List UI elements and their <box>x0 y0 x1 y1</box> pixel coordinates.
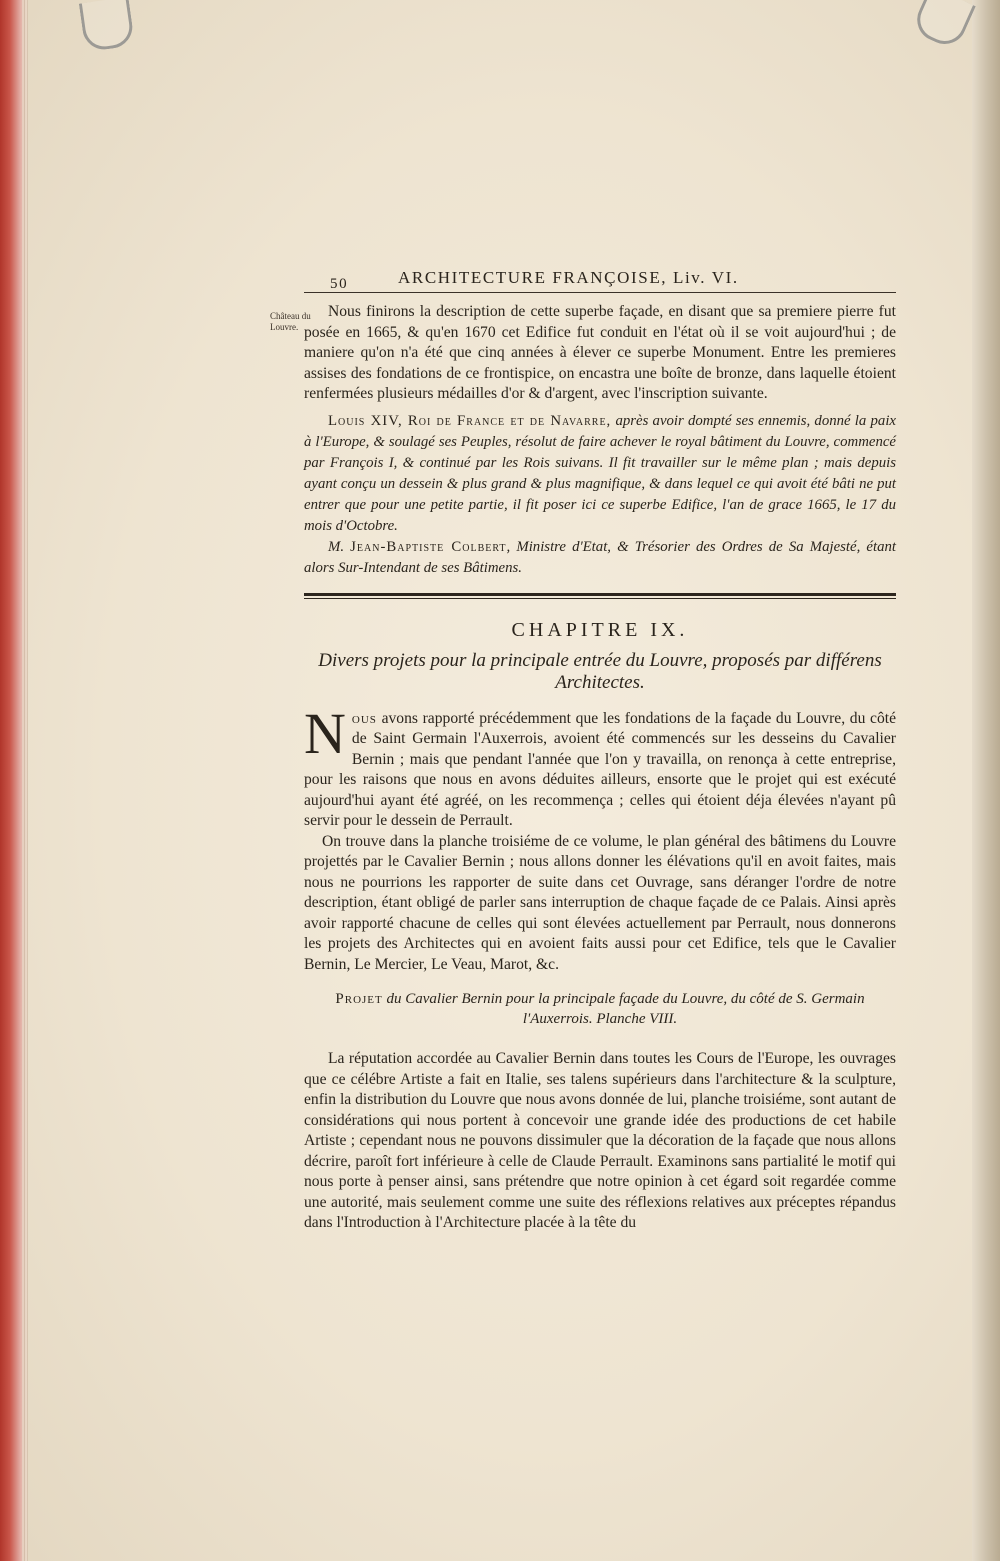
chapter-title: CHAPITRE IX. <box>511 618 689 641</box>
drop-cap: N <box>304 700 346 766</box>
inscription-text: après avoir dompté ses ennemis, donné la paix à l'Europe, & soulagé ses Peuples, résolut de faire achever le royal bâtiment du Louvre, commencé par François I, & continué par les Rois suivans. Il fit travailler sur le même plan ; mais depuis ayant conçu un dessein & plus grand & plus magnifique, & dans lequel ce qui avoit été bâti ne put entrer que pour une petite partie, il fit poser ici ce superbe Edifice, l'an de grace 1665, le 17 du mois d'Octobre. <box>304 412 896 534</box>
inscription <box>304 411 896 537</box>
inscription-signature <box>304 537 896 579</box>
paragraph-1: Nous finirons la description de cette superbe façade, en disant que sa premiere pierre fut posée en 1665, & qu'en 1670 cet Edifice fut conduit en l'état où il se voit aujourd'hui ; de maniere qu'on n'a été que cinq années à élever ce superbe Monument. Entre les premieres assises des fondations de ce frontispice, on encastra une boîte de bronze, dans laquelle étoient renfermées plusieurs médailles d'or & d'argent, avec l'inscription suivante. <box>304 303 896 402</box>
signature-name: Jean-Baptiste Colbert <box>350 538 507 555</box>
section-rule-thick <box>304 593 896 596</box>
projet-text: du Cavalier Bernin pour la principale façade du Louvre, du côté de S. Germain l'Auxerrois. Planche VIII. <box>382 991 865 1027</box>
section-rule-thin <box>304 598 896 599</box>
running-header <box>304 268 896 293</box>
paragraph-3: On trouve dans la planche troisiéme de ce volume, le plan général des bâtimens du Louvre projettés par le Cavalier Bernin ; nous allons donner les élévations qu'il en avoit faites, mais nous ne pourrions les rapporter de suite dans cet Ouvrage, sans déranger l'ordre de notre description, étant obligé de parler sans interruption de chaque façade de ce Palais. Ainsi après avoir rapporté chacune de celles qui sont élevées actuellement par Perrault, nous donnerons les projets des Architectes qui en avoient faits aussi pour cet Edifice, tels que le Cavalier Bernin, Le Mercier, Le Veau, Marot, &c. <box>304 832 896 973</box>
chapter-body <box>304 700 896 976</box>
chapter-subtitle: Divers projets pour la principale entrée du Louvre, proposés par différens Architectes. <box>318 649 882 693</box>
signature-prefix: M. <box>328 538 351 555</box>
page-edges-right <box>972 0 1000 1561</box>
projet-lead: Projet <box>335 991 383 1007</box>
text-block <box>304 268 896 1234</box>
projet-heading <box>304 989 896 1029</box>
paragraph-2-lead: ous <box>351 709 377 727</box>
page-number: 50 <box>330 276 349 292</box>
paragraph-4: La réputation accordée au Cavalier Bernin dans toutes les Cours de l'Europe, les ouvrages que ce célébre Artiste a fait en Italie, ses talens supérieurs dans l'architecture & la sculpture, enfin la distribution du Louvre que nous avons donnée de lui, planche troisiéme, sont autant de considérations qui nous portent à concevoir une grande idée des productions de cet habile Artiste ; cependant nous ne pouvons dissimuler que la décoration de la façade que nous allons décrire, paroît fort inférieure à celle de Claude Perrault. Examinons sans partialité le motif qui nous porte à penser ainsi, sans prétendre que notre opinion à cet égard soit regardée comme une autorité, mais seulement comme une suite des réflexions relatives aux préceptes répandus dans l'Introduction à l'Architecture placée à la tête du <box>304 1050 896 1231</box>
paragraph-2 <box>304 700 896 832</box>
paragraph-2-text: avons rapporté précédemment que les fondations de la façade du Louvre, du côté de Saint Germain l'Auxerrois, avoient été commencés sur les desseins du Cavalier Bernin ; mais que pendant l'année que l'on y travailla, on renonça à cette entreprise, pour les raisons que nous en avons déduites ailleurs, ensorte que le projet qui est exécuté aujourd'hui ayant été agréé, on les recommença ; celles qui étoient déja élevées n'ayant pû servir pour le dessein de Perrault. <box>304 709 896 829</box>
signature-text: , Ministre d'Etat, & Trésorier des Ordres de Sa Majesté, étant alors Sur-Intendant de ses Bâtimens. <box>304 538 896 576</box>
margin-note: Château du Louvre. <box>270 311 311 332</box>
inscription-name: Louis XIV, Roi de France et de Navarre, <box>328 412 612 429</box>
running-title: ARCHITECTURE FRANÇOISE, Liv. VI. <box>398 268 739 287</box>
